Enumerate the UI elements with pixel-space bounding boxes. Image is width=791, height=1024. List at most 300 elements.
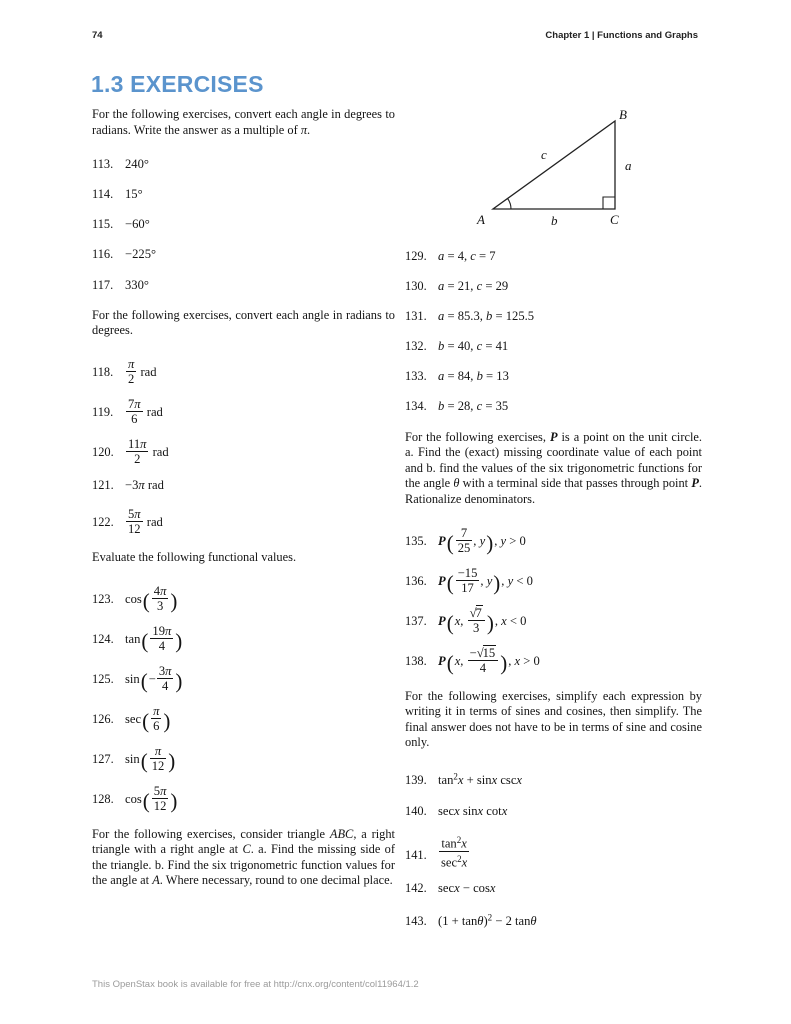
math-text: rad	[137, 365, 157, 380]
math-text: sin	[459, 803, 478, 818]
math-text: = 21,	[444, 279, 477, 294]
math-text: 240°	[125, 157, 149, 172]
math-text: 4	[479, 661, 487, 676]
math-variable: π	[128, 356, 135, 371]
math-paren: )	[175, 629, 183, 654]
exercise-item-125	[92, 665, 395, 693]
vertex-c-label: C	[610, 212, 619, 227]
math-variable: b	[476, 369, 483, 384]
triangle-outline	[493, 121, 615, 209]
math-text: = 29	[482, 279, 509, 294]
math-paren: )	[175, 669, 183, 694]
exercise-number: 125.	[92, 672, 114, 687]
math-variable: θ	[477, 914, 484, 929]
exercise-item-131	[405, 309, 702, 325]
math-paren: )	[500, 651, 508, 676]
math-paren: )	[486, 531, 494, 556]
exercise-number: 141.	[405, 848, 427, 863]
math-expression	[438, 804, 507, 818]
exercise-item-116	[92, 247, 395, 263]
exercise-item-138	[405, 647, 702, 675]
math-text: (1 + tan	[438, 914, 478, 929]
math-text: −60°	[125, 217, 150, 232]
math-text: = 84,	[444, 369, 477, 384]
fraction-denominator	[151, 718, 161, 733]
exercise-number: 123.	[92, 592, 114, 607]
math-expression	[125, 157, 149, 171]
exercise-item-139	[405, 770, 702, 789]
fraction-denominator	[439, 851, 469, 869]
instruction-paragraph	[92, 107, 395, 138]
math-text: ,	[494, 614, 502, 629]
math-variable: π	[300, 122, 308, 137]
radical-icon: √	[469, 605, 477, 620]
math-text: < 0	[513, 574, 533, 589]
math-expression	[125, 356, 157, 387]
math-text: 6	[153, 719, 160, 734]
exercise-number: 120.	[92, 445, 114, 460]
math-variable: π	[160, 783, 167, 798]
math-superscript: 2	[457, 853, 462, 864]
exercise-number: 126.	[92, 712, 114, 727]
right-angle-marker	[603, 197, 615, 209]
math-fraction	[438, 834, 470, 869]
exercise-item-132	[405, 339, 702, 355]
math-text: .	[307, 122, 311, 137]
math-variable: a	[438, 279, 445, 294]
math-expression	[125, 278, 149, 292]
math-expression	[438, 249, 496, 263]
exercise-item-119	[92, 398, 395, 426]
math-variable: P	[438, 654, 446, 669]
math-variable: x	[501, 614, 507, 629]
exercise-number: 135.	[405, 534, 427, 549]
exercise-item-117	[92, 278, 395, 294]
math-text: 4	[153, 583, 161, 598]
math-text: ,	[508, 654, 515, 669]
page-title: 1.3 EXERCISES	[91, 71, 264, 97]
math-variable: a	[438, 249, 445, 263]
math-text: 25	[457, 541, 471, 556]
math-variable: x	[457, 773, 464, 788]
fraction-numerator	[456, 527, 473, 541]
math-expression	[438, 605, 527, 636]
math-text: 5	[153, 783, 161, 798]
math-text: ,	[460, 654, 467, 669]
math-superscript: 2	[487, 912, 493, 923]
math-text: tan	[125, 632, 141, 647]
math-paren: (	[142, 589, 150, 614]
math-variable: θ	[530, 914, 537, 929]
math-expression	[438, 525, 526, 556]
math-text: For the following exercises,	[405, 429, 550, 444]
math-text: 5	[128, 506, 135, 521]
math-text: −	[469, 645, 477, 660]
exercise-item-143	[405, 911, 702, 930]
math-variable: x	[454, 654, 461, 669]
math-sqrt	[477, 646, 497, 660]
math-fraction	[455, 527, 474, 555]
math-text: 2	[134, 452, 141, 467]
exercise-item-141	[405, 834, 702, 869]
math-variable: y	[500, 534, 507, 549]
fraction-denominator	[150, 758, 167, 773]
math-text: + sin	[463, 773, 492, 788]
exercise-item-114	[92, 187, 395, 203]
math-text: < 0	[506, 614, 527, 629]
fraction-numerator	[152, 785, 169, 799]
math-variable: π	[165, 663, 172, 678]
math-radicand: 15	[482, 645, 496, 660]
math-text: ,	[460, 614, 467, 629]
exercise-item-137	[405, 607, 702, 635]
math-text: −	[148, 672, 156, 687]
math-text: ,	[494, 534, 501, 549]
math-text: = 28,	[444, 399, 477, 414]
math-text: sec	[441, 855, 458, 870]
exercise-item-142	[405, 881, 702, 897]
exercise-item-113	[92, 157, 395, 173]
page-number: 74	[92, 30, 103, 41]
math-paren: (	[142, 709, 150, 734]
math-text: sec	[125, 712, 142, 727]
math-text: . Where necessary, round to one decimal place.	[159, 873, 393, 888]
math-expression	[125, 396, 163, 427]
math-text: cot	[483, 803, 502, 818]
math-fraction	[156, 665, 175, 693]
math-expression	[438, 773, 522, 787]
math-expression	[438, 565, 533, 596]
math-expression	[125, 703, 171, 734]
math-variable: a	[438, 369, 445, 384]
math-text: sin	[125, 752, 140, 767]
math-fraction	[150, 705, 162, 733]
math-text: = 41	[482, 339, 509, 354]
math-text: . Rationalize denominators.	[405, 476, 702, 506]
math-text: −225°	[125, 247, 157, 262]
math-text: −15	[457, 565, 478, 580]
exercise-item-115	[92, 217, 395, 233]
math-variable: x	[454, 803, 460, 818]
fraction-numerator	[150, 625, 173, 639]
math-sqrt	[470, 606, 483, 620]
right-triangle-figure	[405, 106, 702, 235]
math-variable: π	[134, 396, 141, 411]
math-expression	[125, 187, 143, 201]
math-text: is a point on the unit circle. a. Find the (exact) missing coordinate value of each point and b. find the values of the six trigonometric functions for the angle	[405, 429, 702, 491]
math-variable: x	[501, 803, 508, 818]
math-fraction	[125, 438, 149, 466]
exercise-item-140	[405, 804, 702, 820]
math-expression	[438, 399, 508, 413]
fraction-denominator	[456, 580, 480, 595]
right-column	[405, 104, 702, 944]
exercise-number: 124.	[92, 632, 114, 647]
math-text: . a. Find the missing side of the triangle. b. Find the six trigonometric function values for the angle at	[92, 842, 396, 888]
math-fraction	[149, 745, 168, 773]
math-paren: )	[493, 571, 501, 596]
math-text: 17	[461, 581, 474, 596]
math-text: 3	[158, 663, 166, 678]
math-text: rad	[143, 405, 163, 420]
exercise-number: 119.	[92, 405, 114, 420]
math-text: For the following exercises, convert each angle in radians to degrees.	[92, 307, 395, 338]
math-text: For the following exercises, simplify each expression by writing it in terms of sines and cosines, then simplify. The final answer does not have to be in terms of sine and cosine only.	[405, 688, 702, 750]
exercise-item-135	[405, 527, 702, 555]
math-text: , a right triangle with a right angle at	[92, 826, 395, 857]
math-variable: x	[461, 836, 467, 851]
fraction-numerator	[456, 567, 480, 581]
chapter-header: Chapter 1 | Functions and Graphs	[545, 30, 698, 41]
math-variable: c	[476, 279, 483, 294]
exercise-number: 128.	[92, 792, 114, 807]
math-text: 330°	[125, 277, 149, 292]
math-paren: )	[163, 709, 171, 734]
math-fraction	[151, 585, 170, 613]
math-variable: π	[153, 703, 160, 718]
exercise-number: 139.	[405, 773, 427, 788]
triangle-diagram	[405, 106, 695, 230]
math-expression	[125, 217, 150, 231]
math-text: tan	[438, 773, 454, 788]
exercise-item-130	[405, 279, 702, 295]
math-expression	[125, 583, 178, 614]
math-paren: (	[446, 611, 454, 636]
fraction-numerator	[126, 358, 136, 372]
exercise-number: 143.	[405, 914, 427, 929]
math-variable: P	[549, 429, 558, 444]
side-b-label: b	[551, 213, 558, 228]
fraction-denominator	[152, 798, 169, 813]
math-superscript: 2	[456, 834, 462, 845]
math-text: Evaluate the following functional values.	[92, 549, 297, 564]
math-text: 2	[128, 372, 135, 387]
math-expression	[125, 506, 163, 537]
math-expression	[438, 914, 537, 928]
instruction-paragraph	[405, 689, 702, 751]
math-paren: (	[446, 531, 454, 556]
math-variable: b	[438, 339, 445, 354]
math-radicand: 7	[475, 605, 482, 620]
math-text: 12	[151, 759, 165, 774]
math-variable: π	[138, 477, 145, 492]
math-expression	[125, 478, 164, 492]
fraction-numerator	[468, 647, 499, 661]
math-variable: y	[507, 574, 514, 589]
fraction-numerator	[151, 705, 161, 719]
math-expression	[438, 339, 508, 353]
math-variable: x	[491, 773, 498, 788]
fraction-numerator	[126, 398, 143, 412]
math-paren: (	[141, 629, 149, 654]
math-expression	[438, 834, 470, 870]
math-text: = 40,	[444, 339, 477, 354]
math-variable: c	[470, 249, 476, 263]
fraction-numerator	[126, 438, 148, 452]
math-variable: P	[438, 574, 446, 589]
math-variable: x	[461, 855, 468, 870]
math-expression	[125, 663, 183, 694]
math-text: −3	[125, 477, 139, 492]
math-variable: c	[476, 399, 483, 414]
math-text: 12	[153, 799, 167, 814]
math-text: = 13	[482, 369, 509, 384]
exercise-item-121	[92, 478, 395, 494]
fraction-denominator	[468, 660, 499, 675]
exercise-number: 121.	[92, 477, 114, 492]
math-fraction	[125, 508, 144, 536]
math-expression	[125, 743, 176, 774]
math-variable: x	[514, 654, 521, 669]
exercise-number: 134.	[405, 399, 427, 414]
exercise-item-120	[92, 438, 395, 466]
math-text: 19	[152, 623, 165, 638]
math-text: csc	[497, 773, 517, 788]
fraction-denominator	[456, 540, 473, 555]
math-text: = 125.5	[492, 309, 535, 324]
math-variable: A	[152, 873, 160, 888]
exercise-item-136	[405, 567, 702, 595]
math-text: 3	[473, 621, 480, 636]
math-variable: b	[438, 399, 445, 414]
math-fraction	[151, 785, 170, 813]
math-text: sec	[438, 803, 455, 818]
math-text: = 35	[482, 399, 509, 414]
exercise-number: 131.	[405, 309, 427, 324]
math-expression	[438, 881, 495, 895]
exercise-number: 133.	[405, 369, 427, 384]
math-expression	[125, 623, 183, 654]
math-text: 7	[460, 525, 468, 540]
math-text: 4	[161, 679, 169, 694]
fraction-denominator	[126, 451, 148, 466]
math-text: )	[483, 914, 488, 929]
exercise-item-122	[92, 508, 395, 536]
left-column	[92, 107, 395, 908]
math-text: with a terminal side that passes through point	[459, 476, 692, 491]
exercise-item-126	[92, 705, 395, 733]
exercise-number: 137.	[405, 614, 427, 629]
side-c-label: c	[541, 147, 547, 162]
math-paren: (	[446, 571, 454, 596]
math-text: rad	[149, 445, 169, 460]
fraction-denominator	[126, 411, 143, 426]
math-text: 4	[158, 639, 165, 654]
math-text: = 85.3,	[444, 309, 487, 324]
math-text: 11	[128, 436, 141, 451]
radical-icon: √	[476, 645, 484, 660]
exercise-number: 114.	[92, 187, 114, 202]
math-text: cos	[125, 592, 142, 607]
math-variable: y	[486, 574, 493, 589]
vertex-b-label: B	[619, 107, 627, 122]
math-paren: )	[168, 749, 176, 774]
math-text: For the following exercises, consider triangle	[92, 826, 330, 841]
math-text: − cos	[459, 880, 490, 895]
fraction-denominator	[126, 521, 143, 536]
math-paren: )	[170, 589, 178, 614]
math-text: sec	[438, 880, 455, 895]
math-paren: (	[140, 749, 148, 774]
exercise-number: 116.	[92, 247, 114, 262]
exercise-number: 140.	[405, 803, 427, 818]
math-variable: x	[454, 880, 460, 895]
math-text: > 0	[520, 654, 540, 669]
math-text: = 4,	[444, 249, 471, 263]
math-text: 7	[128, 396, 135, 411]
math-paren: )	[486, 611, 494, 636]
math-expression	[438, 645, 540, 676]
math-paren: (	[142, 789, 150, 814]
instruction-paragraph	[92, 827, 395, 889]
fraction-denominator	[150, 638, 173, 653]
math-variable: θ	[453, 476, 460, 491]
footer-note: This OpenStax book is available for free at http://cnx.org/content/col11964/1.2	[92, 979, 419, 990]
math-variable: P	[438, 534, 446, 549]
exercise-number: 129.	[405, 249, 427, 263]
math-variable: c	[476, 339, 483, 354]
fraction-numerator	[468, 607, 485, 621]
fraction-denominator	[157, 678, 174, 693]
exercise-item-133	[405, 369, 702, 385]
math-text: rad	[144, 477, 164, 492]
math-fraction	[455, 567, 481, 595]
math-variable: a	[438, 309, 445, 324]
fraction-numerator	[157, 665, 174, 679]
math-paren: (	[446, 651, 454, 676]
math-expression	[125, 247, 156, 261]
math-superscript: 2	[453, 771, 458, 782]
exercise-item-134	[405, 399, 702, 415]
exercise-item-124	[92, 625, 395, 653]
math-variable: x	[477, 803, 484, 818]
math-expression	[125, 436, 169, 467]
math-variable: π	[140, 436, 147, 451]
math-expression	[438, 279, 508, 293]
exercise-number: 127.	[92, 752, 114, 767]
fraction-denominator	[152, 598, 169, 613]
math-fraction	[467, 647, 500, 675]
math-paren: (	[140, 669, 148, 694]
exercise-item-123	[92, 585, 395, 613]
math-fraction	[149, 625, 174, 653]
instruction-paragraph	[405, 430, 702, 508]
math-text: ,	[480, 574, 487, 589]
math-fraction	[125, 398, 144, 426]
exercise-number: 132.	[405, 339, 427, 354]
math-fraction	[125, 358, 137, 386]
fraction-numerator	[150, 745, 167, 759]
exercise-item-128	[92, 785, 395, 813]
fraction-numerator	[152, 585, 169, 599]
math-text: ,	[473, 534, 480, 549]
math-text: 12	[128, 522, 141, 537]
exercise-number: 142.	[405, 880, 427, 895]
math-text: tan	[441, 836, 457, 851]
exercise-number: 118.	[92, 365, 114, 380]
math-variable: y	[479, 534, 486, 549]
math-text: 3	[156, 599, 164, 614]
math-variable: x	[489, 880, 496, 895]
math-paren: )	[170, 789, 178, 814]
math-text: 6	[131, 412, 138, 427]
exercise-number: 117.	[92, 277, 114, 292]
fraction-denominator	[468, 620, 485, 635]
math-variable: π	[154, 743, 162, 758]
side-a-label: a	[625, 158, 632, 173]
math-variable: b	[486, 309, 493, 324]
instruction-paragraph	[92, 308, 395, 339]
